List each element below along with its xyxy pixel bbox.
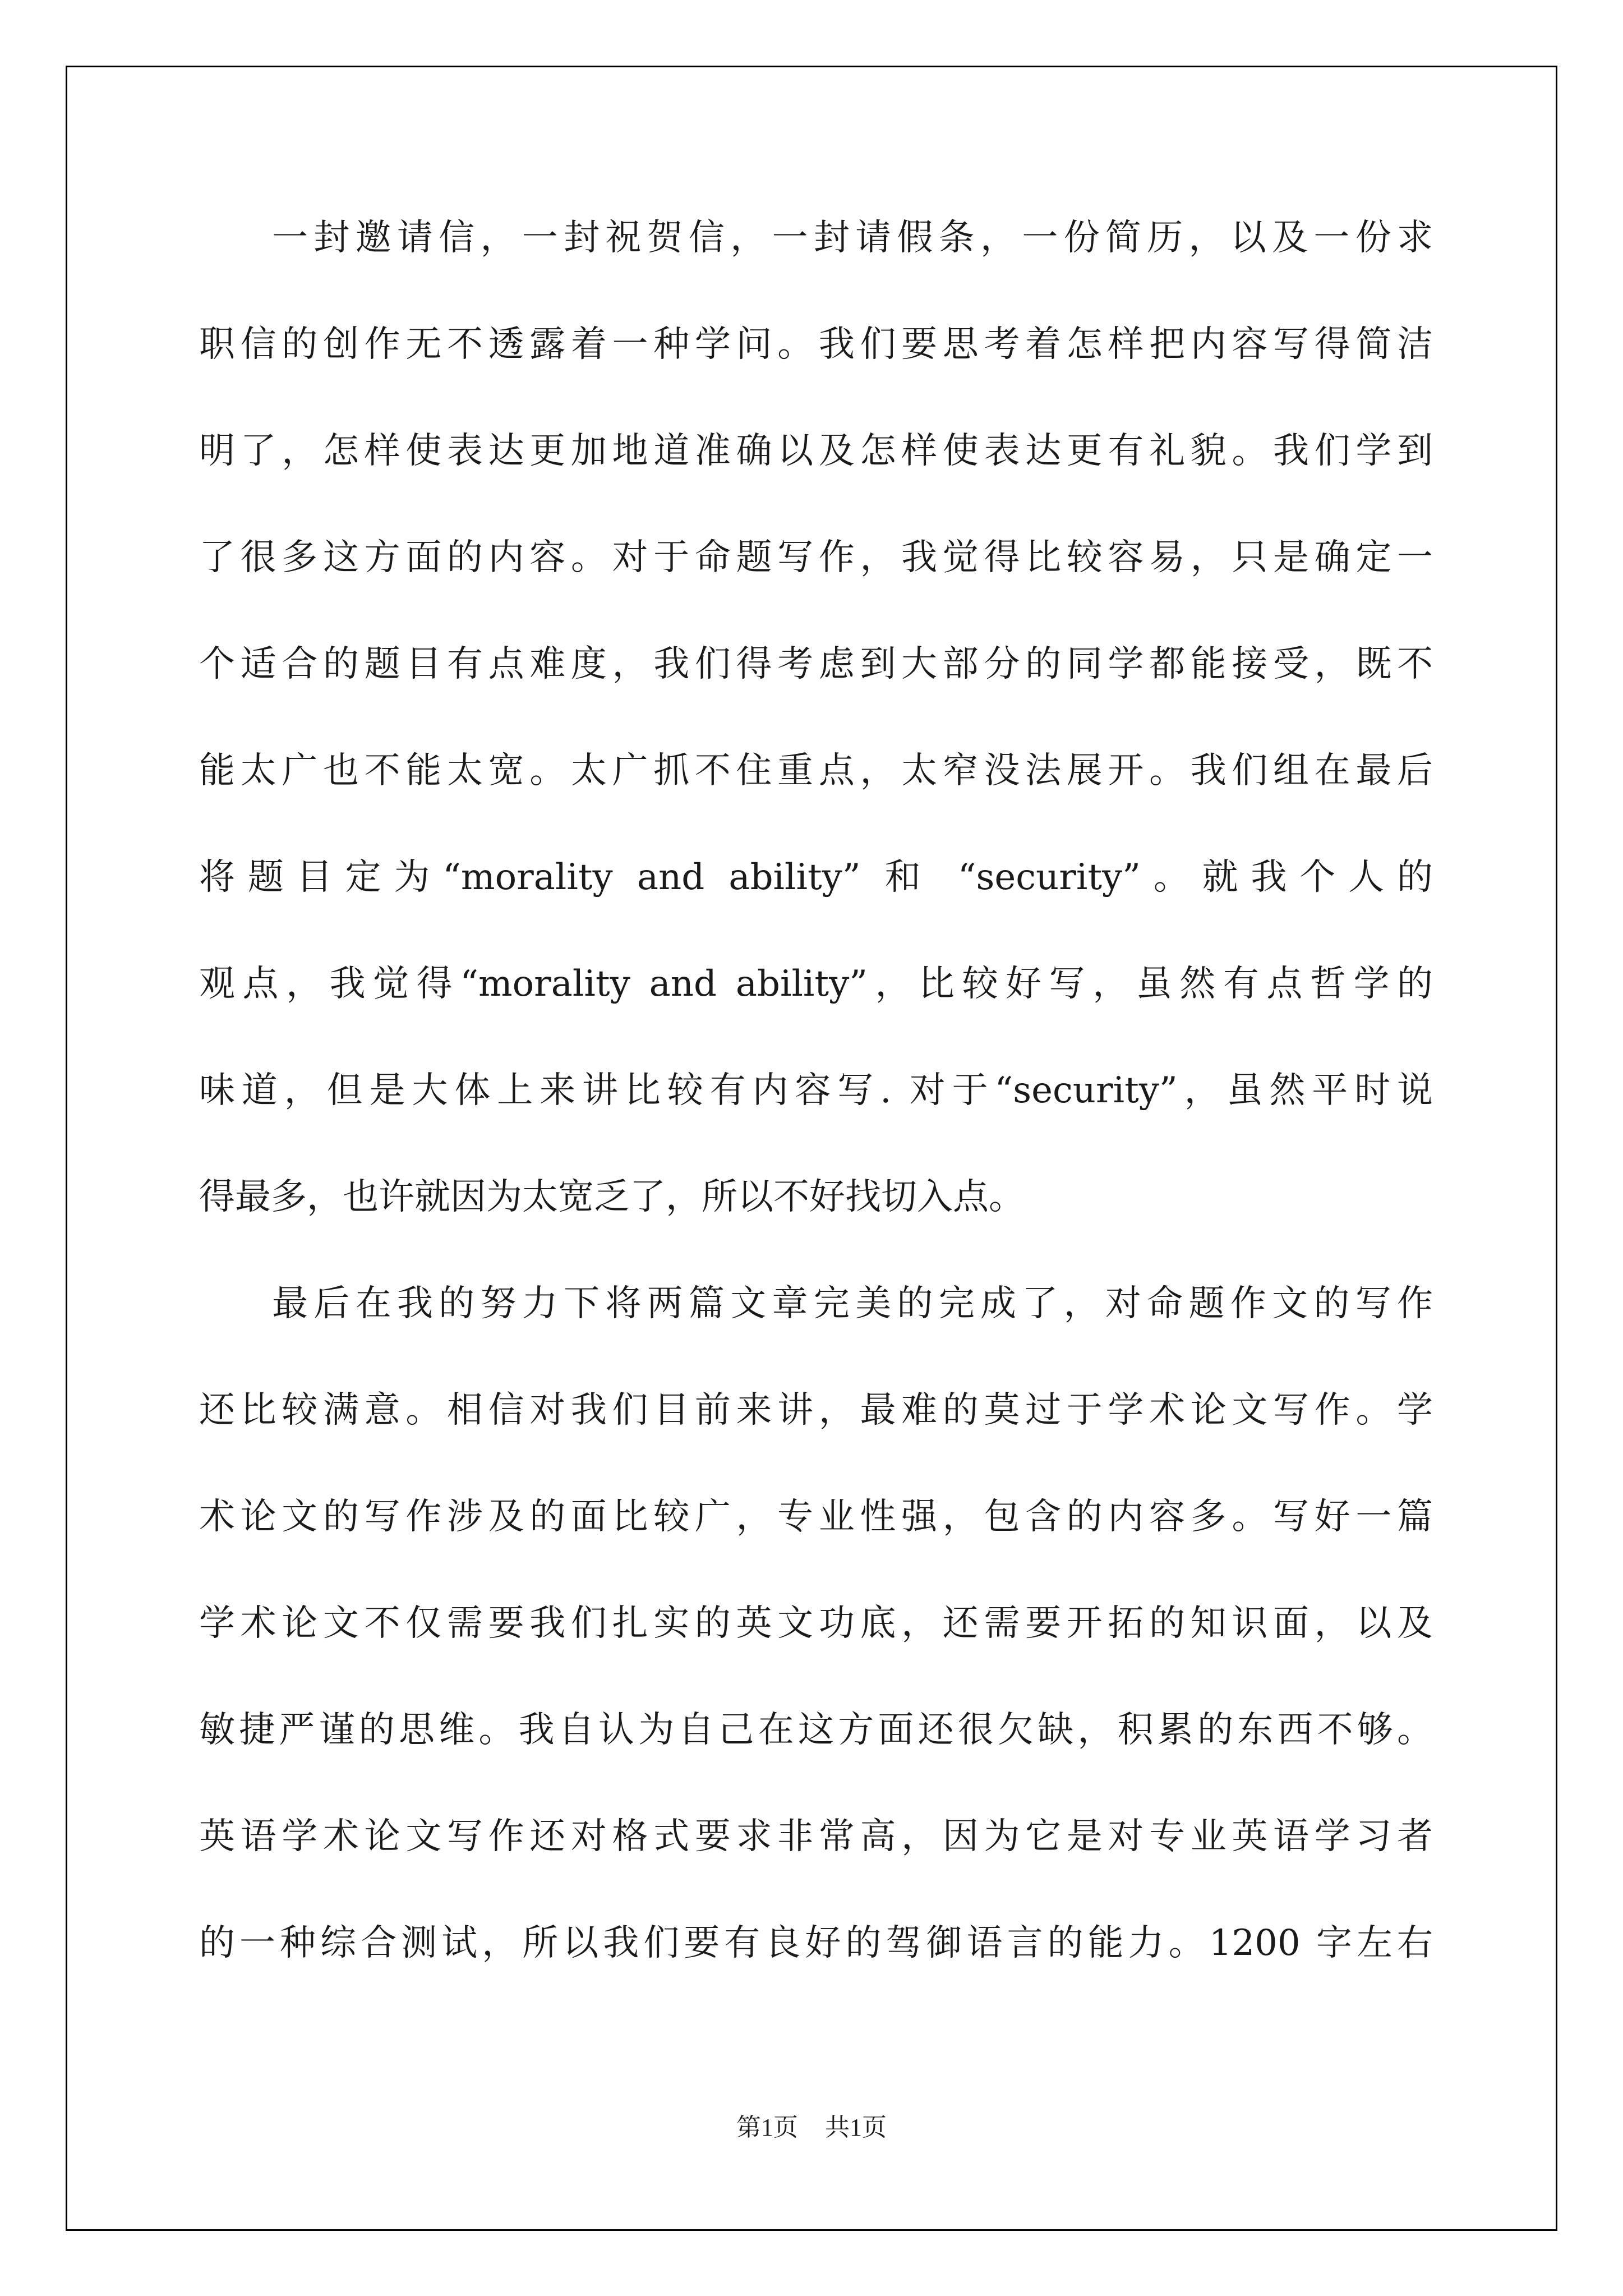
text-line: 英语学术论文写作还对格式要求非常高，因为它是对专业英语学习者 [199, 1816, 1433, 1857]
page-total: 共1页 [825, 2114, 887, 2141]
text-line: 了很多这方面的内容。对于命题写作，我觉得比较容易，只是确定一 [199, 537, 1433, 578]
page-number: 第1页 [736, 2114, 798, 2141]
text-line: 最后在我的努力下将两篇文章完美的完成了，对命题作文的写作 [272, 1283, 1433, 1324]
text-line: 还比较满意。相信对我们目前来讲，最难的莫过于学术论文写作。学 [199, 1389, 1433, 1431]
text-line: 一封邀请信，一封祝贺信，一封请假条，一份简历，以及一份求 [272, 217, 1433, 259]
text-line: 术论文的写作涉及的面比较广，专业性强，包含的内容多。写好一篇 [199, 1496, 1433, 1538]
text-line: 得最多，也许就因为太宽乏了，所以不好找切入点。 [199, 1176, 1025, 1218]
text-line: 学术论文不仅需要我们扎实的英文功底，还需要开拓的知识面，以及 [199, 1603, 1433, 1644]
text-line: 职信的创作无不透露着一种学问。我们要思考着怎样把内容写得简洁 [199, 324, 1433, 365]
text-line: 将题目定为“morality and ability” 和 “security”。就我个人的 [199, 857, 1433, 898]
text-line: 明了，怎样使表达更加地道准确以及怎样使表达更有礼貌。我们学到 [199, 430, 1433, 472]
text-line: 味道，但是大体上来讲比较有内容写. 对于“security”，虽然平时说 [199, 1070, 1433, 1111]
document-body [199, 217, 1433, 2032]
text-line: 能太广也不能太宽。太广抓不住重点，太窄没法展开。我们组在最后 [199, 750, 1433, 792]
text-line: 的一种综合测试，所以我们要有良好的驾御语言的能力。1200 字左右 [199, 1922, 1433, 1964]
text-line: 个适合的题目有点难度，我们得考虑到大部分的同学都能接受，既不 [199, 643, 1433, 685]
page-footer [0, 2107, 1623, 2143]
text-line: 敏捷严谨的思维。我自认为自己在这方面还很欠缺，积累的东西不够。 [199, 1709, 1433, 1751]
text-line: 观点，我觉得“morality and ability”，比较好写，虽然有点哲学的 [199, 963, 1433, 1005]
